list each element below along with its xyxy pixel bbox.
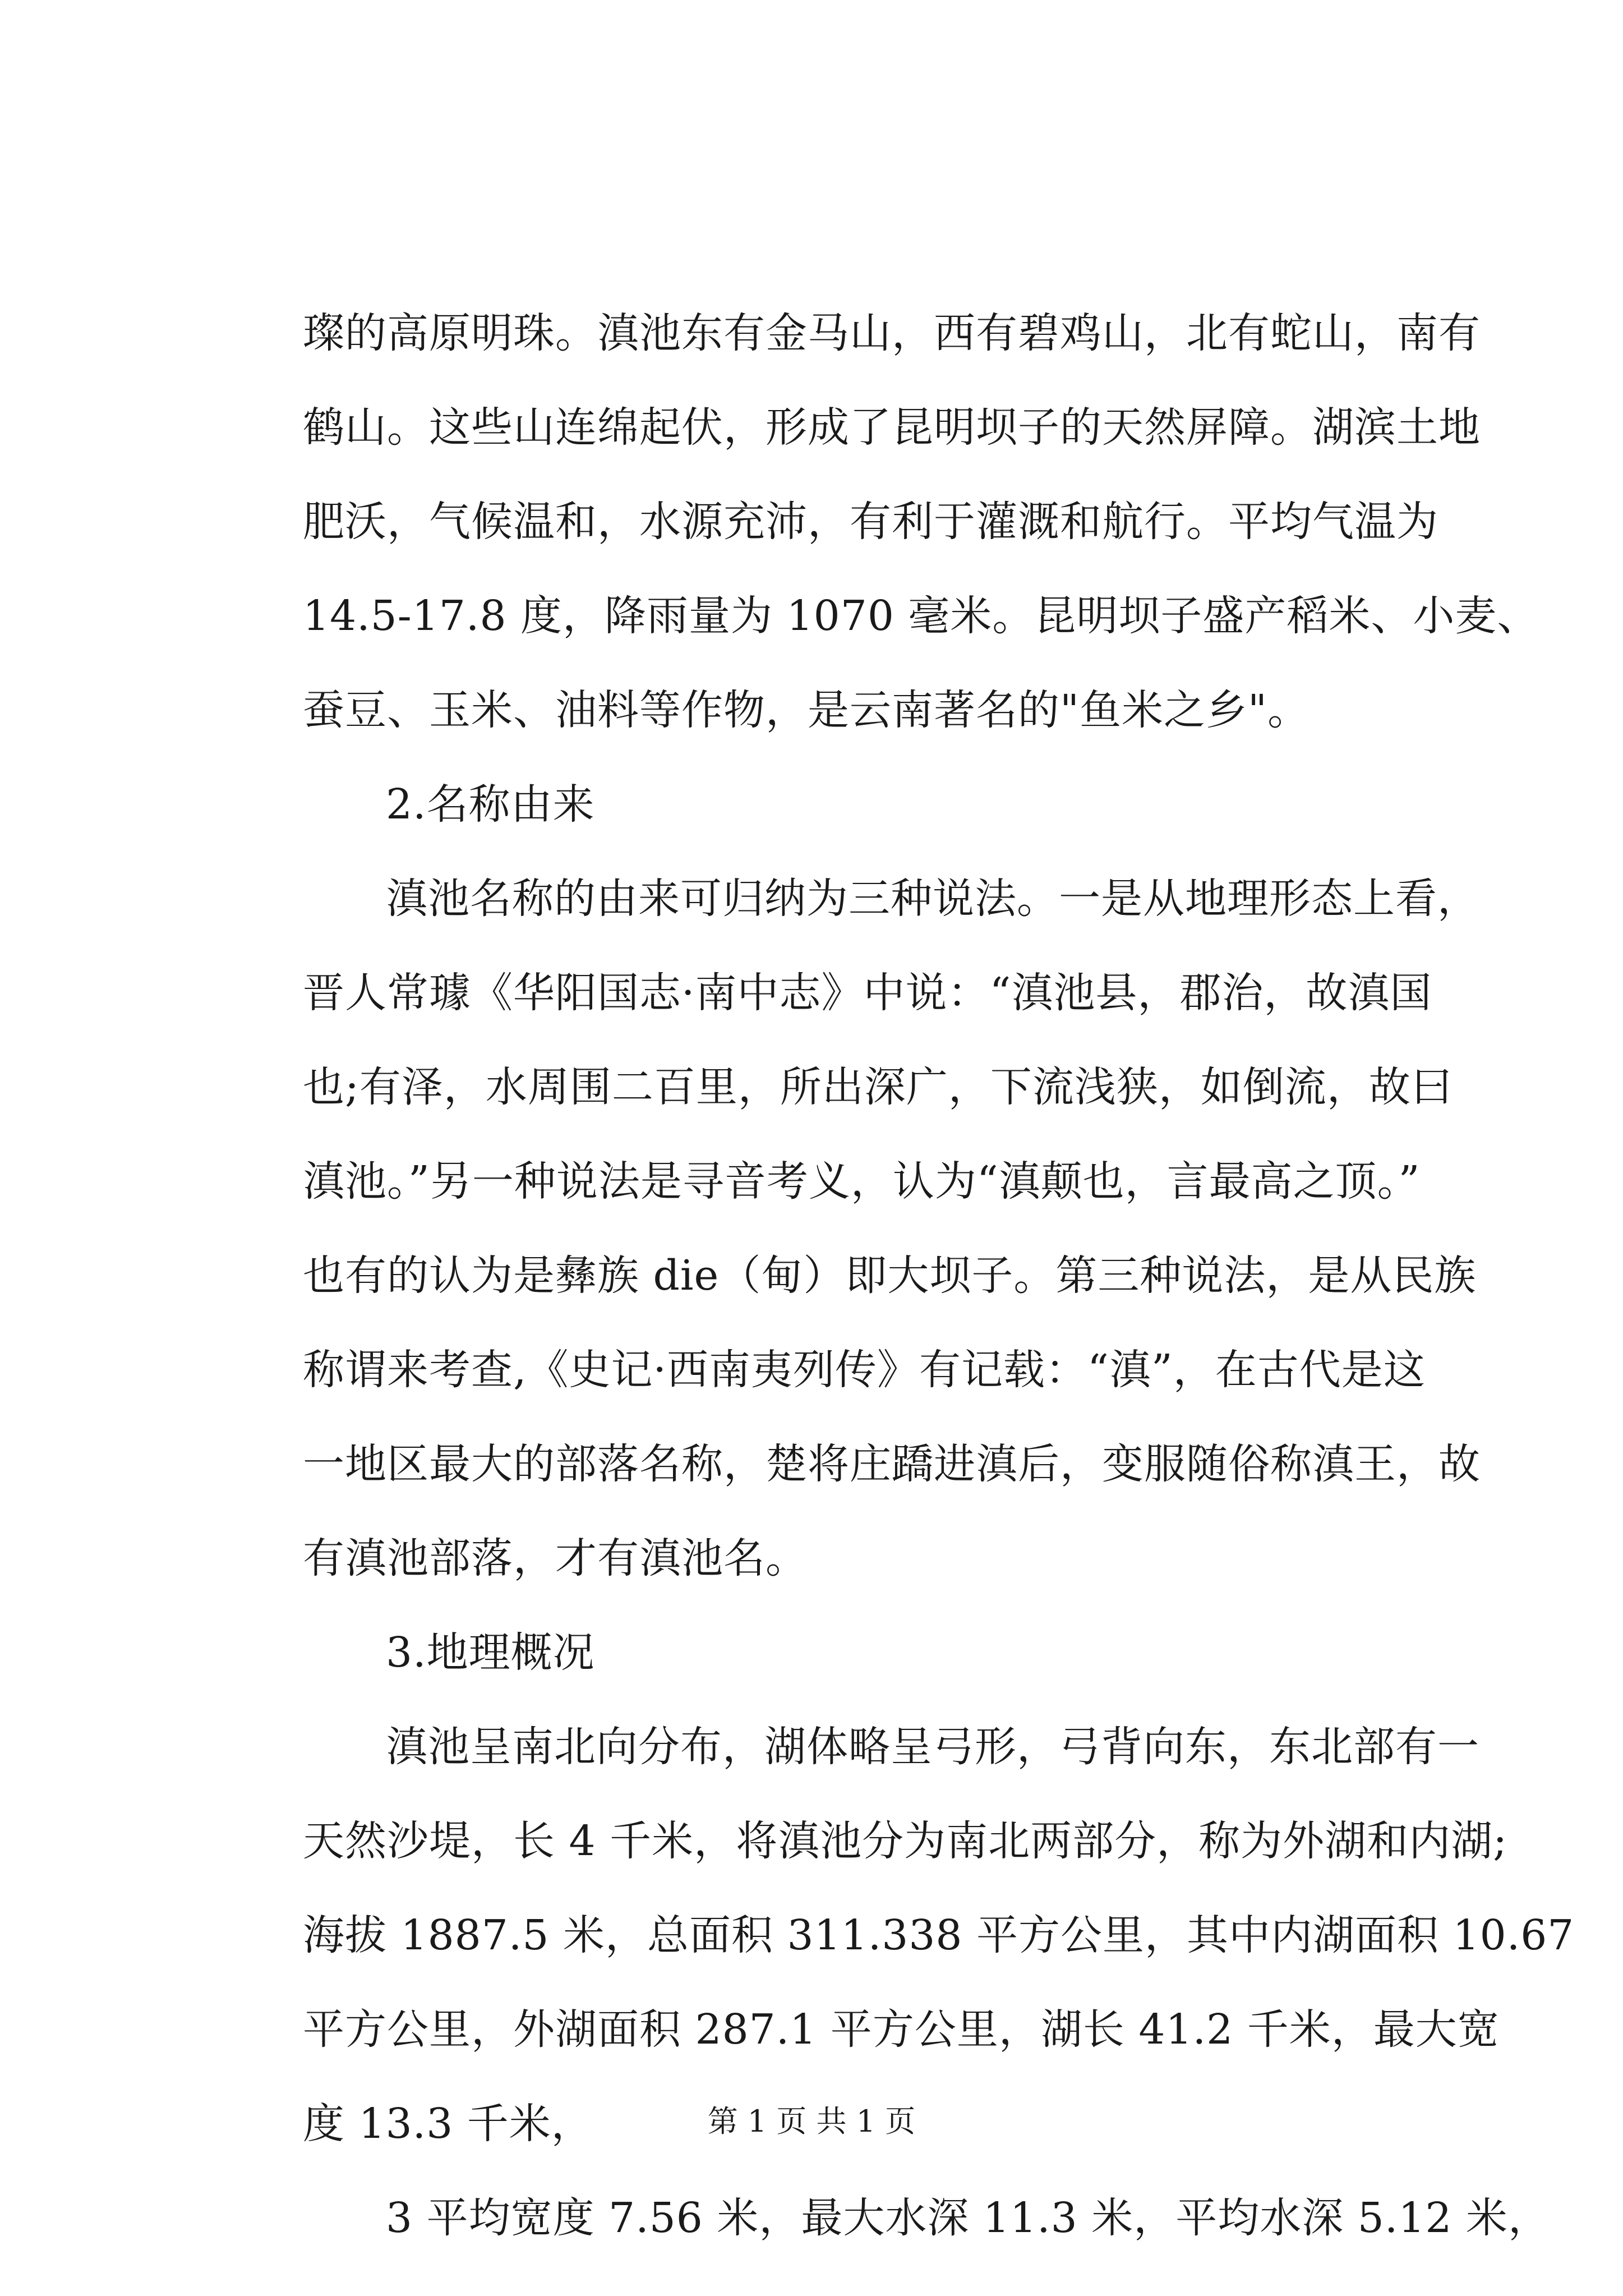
text-line: 平方公里，外湖面积 287.1 平方公里，湖长 41.2 千米，最大宽 bbox=[303, 2005, 1500, 2054]
text-line: 天然沙堤，长 4 千米，将滇池分为南北两部分，称为外湖和内湖; bbox=[303, 1817, 1508, 1865]
text-line: 有滇池部落，才有滇池名。 bbox=[303, 1534, 808, 1582]
text-line: 3 平均宽度 7.56 米，最大水深 11.3 米，平均水深 5.12 米， bbox=[386, 2194, 1551, 2242]
text-line: 滇池呈南北向分布，湖体略呈弓形，弓背向东，东北部有一 bbox=[386, 1723, 1479, 1771]
text-line: 14.5-17.8 度，降雨量为 1070 毫米。昆明坝子盛产稻米、小麦、 bbox=[303, 592, 1539, 640]
text-line: 称谓来考查,《史记·西南夷列传》有记载：“滇”，在古代是这 bbox=[303, 1346, 1426, 1394]
text-line: 一地区最大的部落名称，楚将庄蹻进滇后，变服随俗称滇王，故 bbox=[303, 1440, 1481, 1488]
text-line: 晋人常璩《华阳国志·南中志》中说：“滇池县，郡治，故滇国 bbox=[303, 969, 1432, 1017]
text-line: 鹤山。这些山连绵起伏，形成了昆明坝子的天然屏障。湖滨土地 bbox=[303, 403, 1481, 452]
text-line: 蚕豆、玉米、油料等作物，是云南著名的"鱼米之乡"。 bbox=[303, 686, 1310, 734]
text-line: 也;有泽，水周围二百里，所出深广，下流浅狭，如倒流，故曰 bbox=[303, 1063, 1453, 1111]
text-line: 也有的认为是彝族 die（甸）即大坝子。第三种说法，是从民族 bbox=[303, 1251, 1477, 1300]
text-line: 璨的高原明珠。滇池东有金马山，西有碧鸡山，北有蛇山，南有 bbox=[303, 309, 1481, 357]
text-line: 滇池。”另一种说法是寻音考义，认为“滇颠也，言最高之顶。” bbox=[303, 1157, 1421, 1205]
text-line: 海拔 1887.5 米，总面积 311.338 平方公里，其中内湖面积 10.67 bbox=[303, 1911, 1575, 1959]
section-heading: 3.地理概况 bbox=[386, 1628, 595, 1677]
document-body bbox=[303, 286, 1575, 2265]
text-line: 滇池名称的由来可归纳为三种说法。一是从地理形态上看， bbox=[386, 875, 1479, 923]
text-line: 肥沃，气候温和，水源充沛，有利于灌溉和航行。平均气温为 bbox=[303, 498, 1438, 546]
page-number-label: 第 1 页 共 1 页 bbox=[707, 2104, 916, 2139]
section-heading: 2.名称由来 bbox=[386, 780, 595, 829]
page-footer bbox=[0, 2099, 1623, 2144]
text-line: 度 13.3 千米， bbox=[303, 2100, 593, 2148]
